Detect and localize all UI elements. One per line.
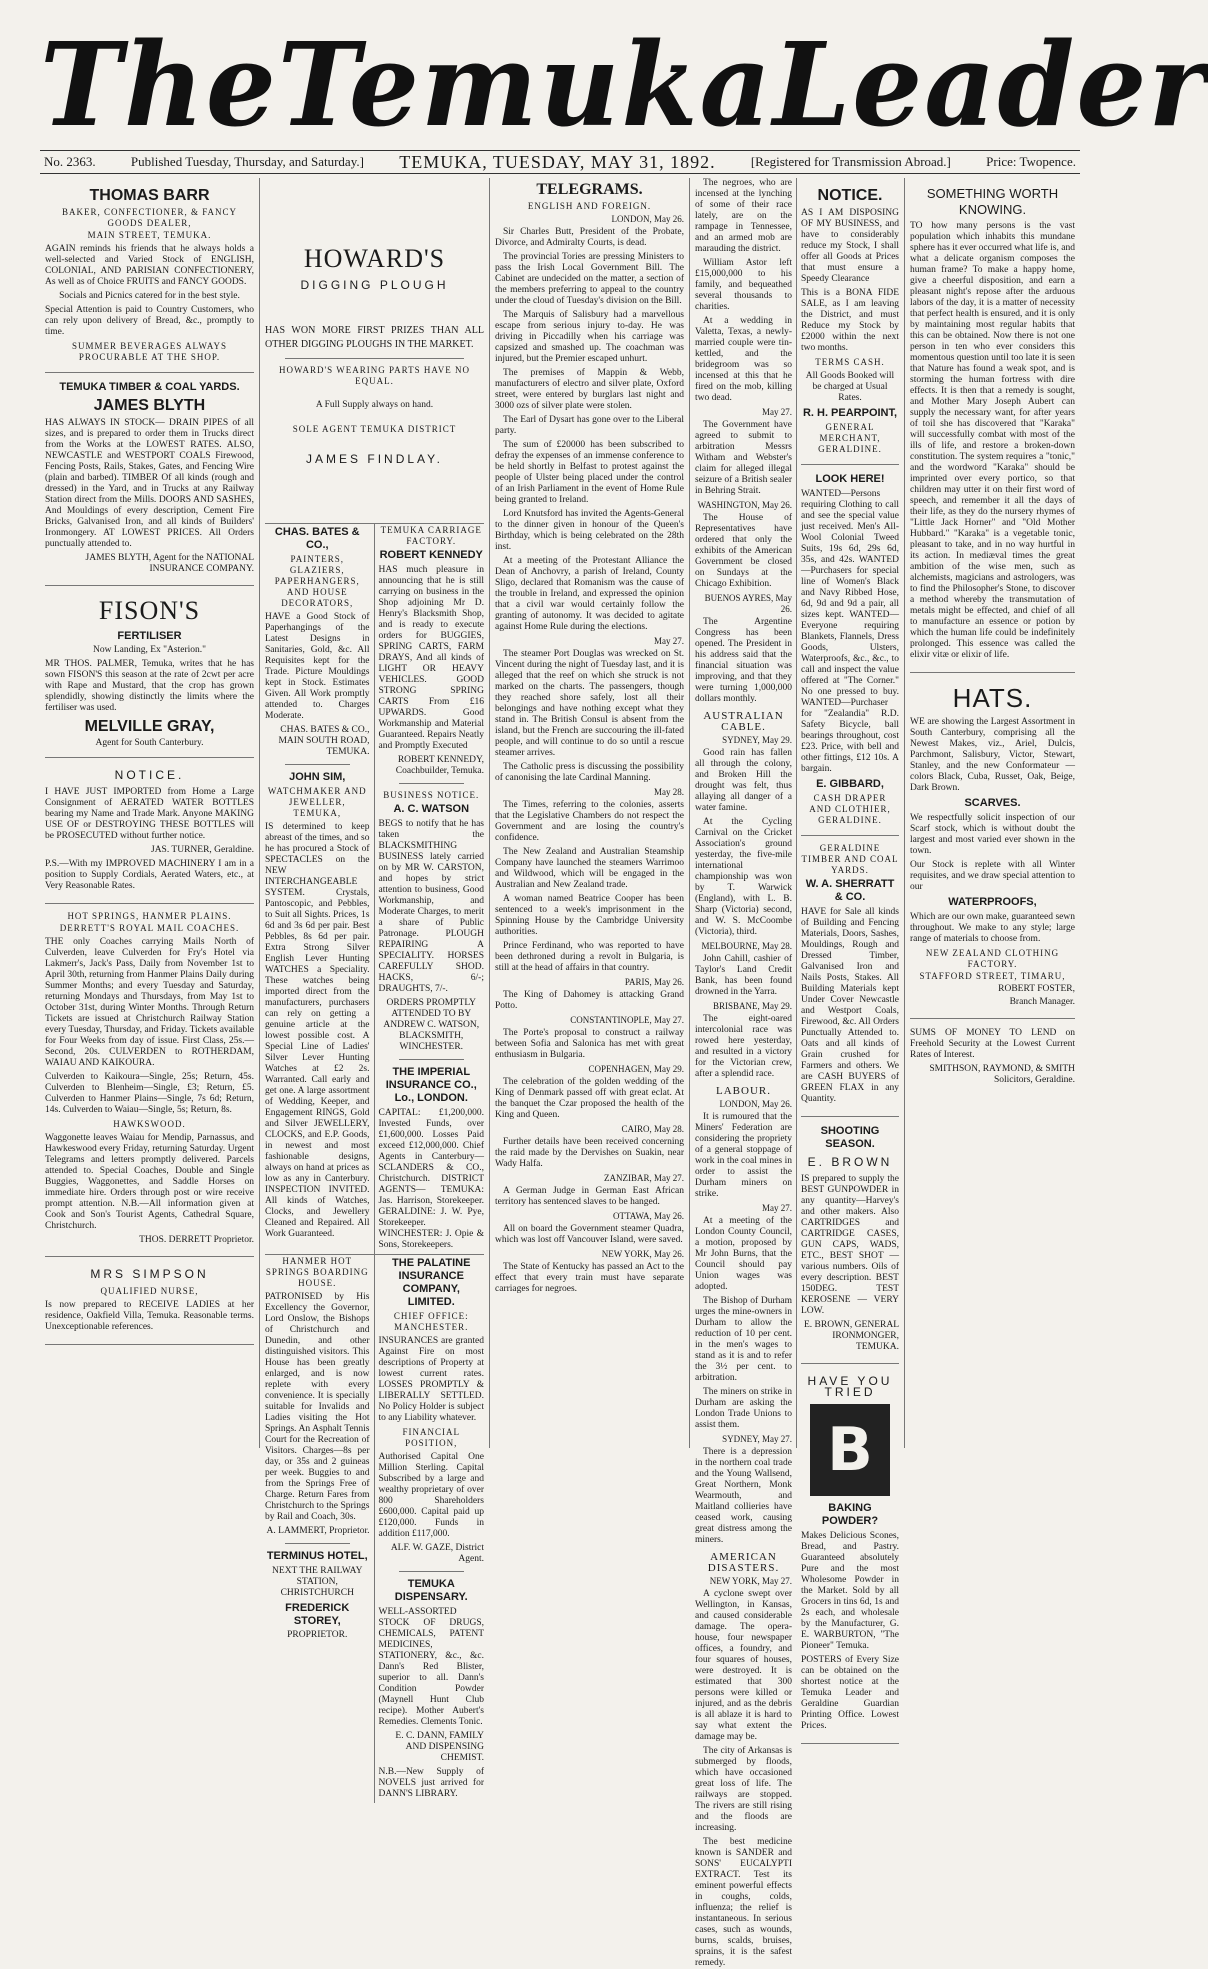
ad-heading: HANMER HOT SPRINGS BOARDING HOUSE. <box>265 1256 369 1288</box>
news-dateline: BRISBANE, May 29. <box>712 1001 792 1011</box>
news-item <box>495 847 684 891</box>
ad-agent-name: MELVILLE GRAY, <box>84 718 215 735</box>
ad-agent-name: JAMES FINDLAY. <box>306 452 443 466</box>
ad-role: CASH DRAPER AND CLOTHIER, GERALDINE. <box>809 793 891 825</box>
news-text: The Bishop of Durham urges the mine-owners in Durham to allow the reduction of 10 per cent. in the men's wages to stand as it is and to refer the 3½ per cent. to arbitration. <box>695 1296 792 1383</box>
news-text: A woman named Beatrice Cooper has been sentenced to a week's imprisonment in the Spinning House by the Cambridge University authorities. <box>495 894 684 937</box>
news-text: The Catholic press is discussing the possibility of canonising the late Cardinal Manning. <box>495 762 684 783</box>
news-dateline: PARIS, May 26. <box>624 977 684 987</box>
ad-title: JAMES BLYTH <box>93 397 206 414</box>
news-dateline: May 28. <box>654 787 684 797</box>
news-text: The sum of £20000 has been subscribed to defray the expenses of an immense conference to be held shortly in Belfast to protest against the people of Ulster being placed under the control of an Irish Parliament in the event of Home Rule being granted to Ireland. <box>495 440 684 505</box>
ad-title: W. A. SHERRATT & CO. <box>805 878 895 903</box>
section-title: AUSTRALIAN CABLE. <box>703 710 784 733</box>
news-item <box>495 509 684 553</box>
ad-howards-plough <box>265 178 484 524</box>
ad-signature: A. LAMMERT, Proprietor. <box>266 1526 370 1536</box>
ad-body: WANTED—Persons requiring Clothing to call and see the special value just received. Men's All-Wool Colonial Tweed Suits, 19s 6d, 29s 6d, 35s, and 42s. WANTED—Purchasers for special line of Women's Black and Navy Ribbed Hose, 6d, 9d and 9d a pair, all sizes kept. WANTED—Everyone requiring Blankets, Flannels, Dress Goods, Ulsters, Waterproofs, &c., &c., to call and inspect the value offered at "The Corner." No one pressed to buy. WANTED—Purchaser for "Zealandia" R.D. Safety Bicycle, ball bearings throughout, cost £23. Price, with bell and other fittings, £12 10s. A bargain. <box>801 489 899 774</box>
ad-gibbard <box>801 465 899 836</box>
ad-fares: Culverden to Kaikoura—Single, 25s; Return, 45s. Culverden to Blenheim—Single, £3; Return, £5. Culverden to Hanmer Plains—Single, 7s 6d; Return, 14s. Culverden to Waiau—Single, 5s; Return, 8s. <box>45 1072 254 1115</box>
news-text: The miners on strike in Durham are asking the London Trade Unions to assist them. <box>695 1387 792 1430</box>
news-item <box>695 1387 792 1431</box>
ad-title: E. GIBBARD, <box>816 778 884 790</box>
ad-title: THOMAS BARR <box>89 187 210 204</box>
ad-subtitle: WATCHMAKER AND JEWELLER, TEMUKA, <box>267 786 367 818</box>
ad-note: All Goods Booked will be charged at Usual Rates. <box>805 371 895 403</box>
news-text: The best medicine known is SANDER and SONS' EUCALYPTI EXTRACT. Test its eminent powerful effects in coughs, colds, influenza; the relief is instantaneous. In serious cases, such as wounds, burns, scalds, bruises, sprains, it is the safest remedy. <box>695 1837 792 1968</box>
news-text: The House of Representatives have ordered that only the exhibits of the American Government be closed on Sundays at the Chicago Exhibition. <box>695 513 792 589</box>
news-item <box>695 258 792 313</box>
news-text: A German Judge in German East African territory has sentenced slaves to be hanged. <box>495 1186 684 1207</box>
ad-hot-springs <box>45 904 254 1257</box>
news-text: The State of Kentucky has passed an Act to the effect that every train must have separate carriages for negroes. <box>495 1262 684 1294</box>
ad-heading: LOOK HERE! <box>815 473 885 485</box>
ad-note: HOWARD'S WEARING PARTS HAVE NO EQUAL. <box>279 365 470 386</box>
news-item <box>495 941 684 974</box>
ad-baking-powder <box>801 1364 899 1744</box>
section-title: AMERICAN DISASTERS. <box>707 1551 780 1574</box>
ad-body: Which are our own make, guaranteed sewn throughout. We make to any style; large range of materials to choose from. <box>910 912 1075 944</box>
news-text: The premises of Mappin & Webb, manufacturers of electro and silver plate, Oxford street, were entered by burglars last night and 3000 ozs of silver plate were stolen. <box>495 368 684 411</box>
ad-title: FREDERICK STOREY, <box>285 1602 350 1627</box>
news-text: William Astor left £15,000,000 to his family, and bequeathed several thousands to charities. <box>695 258 792 312</box>
news-item <box>695 1837 792 1969</box>
news-text: It is rumoured that the Miners' Federation are considering the propriety of a general stoppage of work in the coal mines in order to assist the Durham miners on strike. <box>695 1112 792 1199</box>
news-dateline: OTTAWA, May 26. <box>612 1211 684 1221</box>
news-text: The steamer Port Douglas was wrecked on St. Vincent during the night of Tuesday last, and it is alleged that the reef on which she struck is not marked on the charts. The passengers, though they reached shore safely, lost all their belongings and have nothing except what they stand in. The British Consul is absent from the island, but the French are succouring the ill-fated people, and will continue to do so until a rescue steamer arrives. <box>495 649 684 758</box>
news-item <box>495 368 684 412</box>
news-dateline: May 27. <box>762 1203 792 1213</box>
ad-james-blyth <box>45 373 254 586</box>
ad-body: HAVE for Sale all kinds of Building and Fencing Materials, Doors, Sashes, Mouldings, Rough and Dressed Timber, Galvanised Iron and Nails Posts, Stakes. All Building Materials kept Under Cover Newcastle and Westport Coals, Firewood, &c. All Orders Punctually Attended to. Oats and all kinds of Grain crushed for Farmers and others. We are CASH BUYERS of GREEN FLAX in any Quantity. <box>801 907 899 1104</box>
masthead-word-3: Leader <box>772 16 1208 153</box>
ad-role: GENERAL MERCHANT, GERALDINE. <box>818 422 882 454</box>
news-list <box>695 178 792 705</box>
ad-title: MRS SIMPSON <box>90 1267 209 1281</box>
news-dateline: LONDON, May 26. <box>719 1099 792 1109</box>
ad-title: FISON'S <box>98 596 201 625</box>
ad-title: CHAS. BATES & CO., <box>274 526 360 551</box>
news-item <box>495 762 684 784</box>
ad-body: Makes Delicious Scones, Bread, and Pastry. Guaranteed absolutely Pure and the most Wholesome Powder in the Market. Sold by all Grocers in tins 6d, 1s and 2s each, and wholesale by the Manufacturer, G. E. WARBURTON, "The Pioneer" Temuka. <box>801 1531 899 1651</box>
ad-bates <box>265 524 375 1254</box>
ad-agent-role: SOLE AGENT TEMUKA DISTRICT <box>292 424 457 434</box>
ad-body: Authorised Capital One Million Sterling. Capital Subscribed by a large and wealthy proprietary of over 800 Shareholders £600,000. Capital paid up £120,000. Funds in addition £117,000. <box>378 1452 484 1539</box>
ad-body: I HAVE JUST IMPORTED from Home a Large Consignment of AERATED WATER BOTTLES bearing my Name and Trade Mark. Anyone MAKING USE OF or DESTROYING THESE BOTTLES will be PROSECUTED without further notice. <box>45 787 254 841</box>
ad-body: WE are showing the Largest Assortment in South Canterbury, comprising all the Newest Makes, viz., Ariel, Dulcis, Parchmont, Salisbury, Victor, Stewart, Stanley, and the new Conformateur — colors Black, Cuba, Russet, Oak, Beige, Dark Brown. <box>910 717 1075 793</box>
ad-body: Our Stock is replete with all Winter requisites, and we draw special attention to our <box>910 860 1075 892</box>
ad-heading: HAWKSWOOD. <box>113 1119 186 1129</box>
column-2 <box>260 178 490 1799</box>
ad-body: Waggonette leaves Waiau for Mendip, Parnassus, and Hawkeswood every Friday, returning Saturday. Urgent Telegrams and letters promptly delivered. Parcels attended to. Special Coaches, Double and Single Buggies, Waggonettes, and Saddle Horses on immediate hire. Orders through post or wire receive prompt attention. N.B.—All information given at Cook and Son's Tourist Agents, Cathedral Square, Christchurch. <box>45 1133 254 1231</box>
news-dateline: CAIRO, May 28. <box>621 1124 684 1134</box>
masthead-word-1: The <box>40 16 278 153</box>
ad-row <box>265 524 484 1255</box>
news-item <box>695 178 792 255</box>
news-item <box>695 593 792 705</box>
news-text: Further details have been received concerning the raid made by the Dervishes on Suakin, near Wady Halfa. <box>495 1137 684 1169</box>
news-dateline: SYDNEY, May 27. <box>722 1434 792 1444</box>
column-4-news <box>695 178 797 1968</box>
news-item <box>495 1124 684 1170</box>
news-list <box>695 735 792 1080</box>
ad-title: ROBERT KENNEDY <box>379 549 483 561</box>
news-list <box>495 214 684 1295</box>
ad-caption: BAKING POWDER? <box>821 1502 879 1527</box>
news-item <box>695 817 792 938</box>
ad-signature: SMITHSON, RAYMOND, & SMITH Solicitors, Geraldine. <box>929 1064 1075 1085</box>
ad-note: Special Attention is paid to Country Customers, who can rely upon delivery of Bread, &c., promptly to time. <box>45 305 254 337</box>
news-dateline: CONSTANTINOPLE, May 27. <box>570 1015 684 1025</box>
news-text: There is a depression in the northern coal trade and the Young Wallsend, Great Northern, Monk Wearmouth, and Maitland collieries have ceased work, causing great distress among the miners. <box>695 1447 792 1545</box>
news-item <box>695 1576 792 1743</box>
ad-address: MAIN STREET, TEMUKA. <box>87 230 212 240</box>
ad-body: AS I AM DISPOSING OF MY BUSINESS, and have to considerably reduce my Stock, I shall offer all Goods at Prices that must ensure a Speedy Clearance <box>801 208 899 284</box>
news-item <box>495 977 684 1012</box>
ad-title: TERMINUS HOTEL, <box>266 1550 368 1562</box>
news-dateline: BUENOS AYRES, May 26. <box>704 593 792 614</box>
ad-heading: FINANCIAL POSITION, <box>402 1427 460 1448</box>
news-text: At a wedding in Valetta, Texas, a newly-married couple were tin-kettled, and the bridegroom was so incensed at this that he fired on the mob, killing two dead. <box>695 316 792 403</box>
news-dateline: COPENHAGEN, May 29. <box>588 1064 684 1074</box>
news-text: Sir Charles Butt, President of the Probate, Divorce, and Admiralty Courts, is dead. <box>495 227 684 248</box>
ad-heading: TEMUKA CARRIAGE FACTORY. <box>380 525 482 546</box>
ad-karaka <box>910 178 1075 673</box>
news-text: The eight-oared intercolonial race was rowed here yesterday, and resulted in a victory for the Victorian crew, after a splendid race. <box>695 1014 792 1079</box>
news-item <box>495 1249 684 1295</box>
ad-signature: JAS. TURNER, Geraldine. <box>151 845 254 855</box>
ad-body: HAVE a Good Stock of Paperhangings of the Latest Designs in Sanitaries, Gold, &c. All Requisites kept for the Trade. Picture Mouldings kept in Stock. Estimates Given. All Work promptly attended to. Charges Moderate. <box>265 612 370 721</box>
news-text: The Marquis of Salisbury had a marvellous escape from serious injury to-day. He was driving in Piccadilly when his carriage was capsized and smashed up. The coachman was injured, but the Premier escaped unhurt. <box>495 310 684 364</box>
news-item <box>695 1001 792 1080</box>
ad-signature: ROBERT KENNEDY, Coachbuilder, Temuka. <box>395 755 484 776</box>
issue-published: Published Tuesday, Thursday, and Saturday.] <box>130 154 364 169</box>
issue-number: No. 2363. <box>44 154 96 169</box>
ad-subtitle: DIGGING PLOUGH <box>300 278 449 292</box>
news-item <box>695 735 792 814</box>
section-title: TELEGRAMS. <box>536 181 643 198</box>
news-item <box>695 1099 792 1200</box>
ad-title: A. C. WATSON <box>393 803 470 815</box>
ad-signature: ALF. W. GAZE, District Agent. <box>390 1543 484 1564</box>
ad-agent-role: Agent for South Canterbury. <box>95 738 204 748</box>
ad-body: We respectfully solicit inspection of our Scarf stock, which is without doubt the largest and most varied ever shown in the town. <box>910 813 1075 856</box>
ad-body: TO how many persons is the vast population which inhabits this mundane sphere has it ever occurred what life is, and what a delicate organism composes the human frame? To make a happy home, give a cheerful disposition, and earn a pleasant night's repose after the arduous labors of the day, it is a matter of necessity that perfect health is ensured, and it is only by maintaining most regular habits that this can be obtained. Now there is not one person in ten who ever considers this momentous question until too late it is seen that Nature has found a weak spot, and is storming the human fortress with dire effects. It is then that a remedy is sought, and Mother Mary Joseph Aubert can supply the necessary want, for after years of toil she has discovered that "Karaka" will successfully combat with most of the ills of life, and restore a broken-down constitution. The system requires a "tonic," and the wordword "Karaka" should be imprinted over every portico, so that children may utter it on their first word of speech, and remember it all the days of their life, as they do the nursery rhymes of "Little Jack Horner" and "Old Mother Hubbard." "Karaka" is a vegetable tonic, pleasant to take, and in no way hurtful in its action. In mediæval times the great ambition of the wise men, such as alchemists, magicians and astrologers, was to find the Philosopher's Stone, to discover a method whereby the transmutation of metals might be effected, and chief of all to manufacture an essence or potion by which the human life could be indefinitely prolonged. This essence was called the elixir vitæ or elixir of life. <box>910 221 1075 660</box>
ad-title: THE IMPERIAL INSURANCE CO., Lo., LONDON. <box>385 1066 477 1104</box>
news-dateline: NEW YORK, May 27. <box>709 1576 792 1586</box>
ad-body: Is now prepared to RECEIVE LADIES at her residence, Oakfield Villa, Temuka. Reasonable terms. Unexceptionable references. <box>45 1300 254 1332</box>
news-item <box>695 500 792 590</box>
ad-body: HAS ALWAYS IN STOCK— DRAIN PIPES of all sizes, and is prepared to order them in Trucks direct from the Works at the LOWEST RATES. ALSO, NEWCASTLE and WESTPORT COALS Firewood, Fencing Posts, Rails, Stakes, Gates, and Fencing Wire (plain and barbed). TIMBER Of all kinds (rough and dressed) in the Yard, and in Trucks at any Railway Station direct from the Mills. DOORS AND SASHES, And Mouldings of every description, Cement Fire Bricks, Galvanised Iron, and all kinds of Builders' Ironmongery. AT LOWEST PRICES. All Orders punctually attended to. <box>45 418 254 549</box>
news-text: All on board the Government steamer Quadra, which was lost off Vancouver Island, were saved. <box>495 1224 684 1245</box>
ad-sherratt <box>801 836 899 1117</box>
news-text: The Porte's proposal to construct a railway between Sofia and Salonica has met with great enthusiasm in Bulgaria. <box>495 1028 684 1060</box>
news-item <box>695 316 792 404</box>
section-title: LABOUR. <box>716 1085 771 1097</box>
issue-price: Price: Twopence. <box>986 154 1076 169</box>
ad-title: HOWARD'S <box>303 244 446 273</box>
news-item <box>495 415 684 437</box>
ad-title: TEMUKA DISPENSARY. <box>394 1578 468 1603</box>
ad-pearpoint <box>801 178 899 465</box>
news-text: The city of Arkansas is submerged by floods, which have occasioned great loss of life. The railways are stopped. The rivers are still rising and the floods are increasing. <box>695 1746 792 1833</box>
ad-signature: ROBERT FOSTER, <box>998 984 1075 994</box>
ad-body: HAS much pleasure in announcing that he is still carrying on business in the Shop adjoining Mr D. Henry's Blacksmith Shop, and is ready to execute orders for BUGGIES, SPRING CARTS, FARM DRAYS, And all kinds of LIGHT OR HEAVY VEHICLES. GOOD STRONG SPRING CARTS From £16 UPWARDS. Good Workmanship and Material Guaranteed. Repairs Neatly and Promptly Executed <box>378 565 484 751</box>
ad-body: IS prepared to supply the BEST GUNPOWDER in any quantity—Harvey's and other makers. Also CARTRIDGES and CARTRIDGE CASES, GUN CAPS, WADS, ETC., BEST SHOT — various numbers. Oils of every description. BEST 150DEG. TEST KEROSENE — VERY LOW. <box>801 1174 899 1316</box>
news-item <box>695 941 792 998</box>
news-dateline: WASHINGTON, May 26. <box>697 500 792 510</box>
ad-postscript: P.S.—With my IMPROVED MACHINERY I am in a position to Supply Cordials, Aerated Waters, etc., at Very Reasonable Rates. <box>45 859 254 891</box>
ad-role: Branch Manager. <box>1009 997 1075 1007</box>
news-item <box>695 1296 792 1384</box>
ad-subtitle: CHIEF OFFICE: MANCHESTER. <box>393 1311 469 1332</box>
news-item <box>495 440 684 506</box>
ad-row <box>265 1255 484 1803</box>
ad-fisons <box>45 586 254 758</box>
ad-palatine <box>375 1255 485 1803</box>
ad-hanmer <box>265 1255 375 1803</box>
ad-title: R. H. PEARPOINT, <box>802 407 898 419</box>
masthead-word-2: Temuka <box>277 16 773 153</box>
news-text: Prince Ferdinand, who was reported to have been dethroned during a revolt in Bulgaria, is still at the head of affairs in that country. <box>495 941 684 973</box>
news-dateline: May 27. <box>654 636 684 646</box>
ad-body: CAPITAL: £1,200,000. Invested Funds, over £1,600,000. Losses Paid exceed £12,000,000. Chief Agents in Canterbury— SCLANDERS & CO., Christchurch. DISTRICT AGENTS— TEMUKA: Jas. Harrison, Storekeeper. GERALDINE: J. W. Pye, Storekeeper. WINCHESTER: J. Opie & Sons, Storekeepers. <box>378 1108 484 1250</box>
ad-signature: THOS. DERRETT Proprietor. <box>139 1235 254 1245</box>
news-text: At a meeting of the London County Council, a motion, proposed by Mr John Burns, that the Council should pay Union wages was adopted. <box>695 1216 792 1292</box>
ad-heading: HAVE YOU TRIED <box>807 1374 893 1399</box>
columns <box>40 178 1080 1968</box>
issue-registered: [Registered for Transmission Abroad.] <box>750 154 951 169</box>
ad-title: NEW ZEALAND CLOTHING FACTORY. <box>925 948 1060 969</box>
ad-signature: E. BROWN, GENERAL IRONMONGER, TEMUKA. <box>804 1320 899 1352</box>
news-text: A cyclone swept over Wellington, in Kansas, and caused considerable damage. The opera-house, four newspaper offices, a foundry, and four squares of houses, were destroyed. It is estimated that 300 persons were killed or injured, and as the debris is all ablaze it is hard to say what extent the damage may be. <box>695 1589 792 1742</box>
ad-role: PROPRIETOR. <box>287 1630 348 1640</box>
ad-body: SUMS OF MONEY TO LEND on Freehold Security at the Lowest Current Rates of Interest. <box>910 1028 1075 1060</box>
ad-subtitle: FERTILISER <box>117 630 182 642</box>
issue-date: TEMUKA, TUESDAY, MAY 31, 1892. <box>399 151 716 172</box>
ad-mrs-simpson <box>45 1257 254 1345</box>
news-item <box>695 1434 792 1546</box>
news-item <box>495 894 684 938</box>
news-item <box>495 214 684 249</box>
news-item <box>495 252 684 307</box>
ad-note: A Full Supply always on hand. <box>315 400 434 410</box>
ad-note: Now Landing, Ex "Asterion." <box>92 645 207 655</box>
news-dateline: NEW YORK, May 26. <box>601 1249 684 1259</box>
ad-signature: CHAS. BATES & CO., MAIN SOUTH ROAD, TEMUKA. <box>278 725 370 757</box>
news-dateline: May 27. <box>762 407 792 417</box>
news-text: At a meeting of the Protestant Alliance the Dean of Anchovry, a parish of Ireland, County Sligo, declared that Romanism was the cause of the trouble in Ireland, and expressed the opinion that a civil war would certainly follow the granting of autonomy. It was decided to agitate against Home Rule during the elections. <box>495 556 684 632</box>
news-text: Lord Knutsford has invited the Agents-General to the dinner given in honour of the Queen's Birthday, which is being celebrated on the 28th inst. <box>495 509 684 552</box>
ad-body: AGAIN reminds his friends that he always holds a well-selected and Varied Stock of ENGLISH, COLONIAL, AND PARISIAN CONFECTIONERY, As well as of Choice FRUITS and FANCY GOODS. <box>45 244 254 287</box>
column-3 <box>490 178 690 1448</box>
ad-heading: TEMUKA TIMBER & COAL YARDS. <box>59 381 240 393</box>
ad-heading: SHOOTING SEASON. <box>820 1125 880 1150</box>
ad-body: BEGS to notify that he has taken the BLACKSMITHING BUSINESS lately carried on by MR W. CARSTON, and hopes by strict attention to business, Good Workmanship, and Moderate Charges, to merit a share of Public Patronage. PLOUGH REPAIRING A SPECIALITY. HORSES CAREFULLY SHOD. HACKS, 6/-; DRAUGHTS, 7/-. <box>378 819 484 994</box>
ad-note: SUMMER BEVERAGES ALWAYS PROCURABLE AT THE SHOP. <box>71 341 228 362</box>
news-item <box>695 407 792 497</box>
column-4 <box>690 178 905 1968</box>
ad-title: E. BROWN <box>807 1155 893 1169</box>
ad-body: WELL-ASSORTED STOCK OF DRUGS, CHEMICALS, PATENT MEDICINES, STATIONERY, &c., &c. Dann's Red Blister, superior to all. Dann's Condition Powder (Maynell Hunt Club recipe). Mother Aubert's Remedies. Clements Tonic. <box>378 1607 484 1727</box>
news-text: At the Cycling Carnival on the Cricket Association's ground yesterday, the five-mile international championship was won by T. Warwick (England), with L. B. Sharp (Victoria) second, and W. S. McCoombe (Victoria), third. <box>695 817 792 937</box>
ad-heading: WATERPROOFS, <box>948 896 1037 908</box>
ad-title: JOHN SIM, <box>289 771 346 783</box>
ad-heading: SOMETHING WORTH KNOWING. <box>926 186 1059 217</box>
section-subtitle: ENGLISH AND FOREIGN. <box>527 201 652 211</box>
ad-hats <box>910 673 1075 1019</box>
news-list <box>695 1099 792 1546</box>
ad-note: ORDERS PROMPTLY ATTENDED TO BY ANDREW C. WATSON, BLACKSMITH, WINCHESTER. <box>383 998 480 1052</box>
news-text: The New Zealand and Australian Steamship Company have launched the steamers Warrimoo and Wildwood, which will be engaged in the Australian and New Zealand trade. <box>495 847 684 890</box>
ad-subtitle: PAINTERS, GLAZIERS, PAPERHANGERS, AND HOUSE DECORATORS, <box>274 554 360 608</box>
ad-body: THE only Coaches carrying Mails North of Culverden, leave Culverden for Fry's Hotel via Lakmerr's, Jack's Pass, Daily from November 1st to April 30th, returning from Hanmer Plains Daily during Summer Months; and every Tuesday and Saturday, returning Mondays and Thursdays, from May 1st to October 31st, during Winter Months. Through Return Tickets are issued at Christchurch Railway Station every Tuesday, Thursday, and Friday. Tickets available for Four Weeks from day of issue. First Class, 25s.—Second, 20s. CULVERDEN to ROTHERDAM, WAIAU AND KAIKOURA. <box>45 937 254 1068</box>
news-item <box>495 636 684 759</box>
ad-subtitle: QUALIFIED NURSE, <box>100 1286 199 1296</box>
news-text: Good rain has fallen all through the colony, and Broken Hill the drought was felt, thus allaying all danger of a water famine. <box>695 748 792 813</box>
news-item <box>695 1203 792 1293</box>
ad-title: THE PALATINE INSURANCE COMPANY, LIMITED. <box>392 1257 471 1308</box>
ad-heading: HATS. <box>952 683 1033 713</box>
column-4-ads <box>797 178 899 1731</box>
ad-body: IS determined to keep abreast of the times, and so he has procured a Stock of SPECTACLES on the NEW INTERCHANGEABLE SYSTEM. Crystals, Pantoscopic, and Pebbles, to Suit all Sights. Prices, 1s 6d and 3s 6d per pair. Best Pebbles, 8s 6d per pair. Extra Strong Silver English Lever Hunting WATCHES a Speciality. These watches being imported direct from the manufacturers, purchasers can rely on getting a genuine article at the lowest possible cost. A Special Line of Ladies' Silver Lever Hunting Watches at £2 2s. Warranted. Call early and get one. A large assortment of Wedding, Keeper, and Engagement RINGS, Gold and Silver JEWELLERY, CLOCKS, and E.P. Goods, in newest and most fashionable designs, always on hand at prices as low as any in Canterbury. INSPECTION INVITED. All kinds of Watches, Clocks, and Jewellery Cleaned and Repaired. All Work Guaranteed. <box>265 822 370 1239</box>
news-text: The celebration of the golden wedding of the King of Denmark passed off with great eclat. At the banquet the Czar proposed the health of the King and Queen. <box>495 1077 684 1120</box>
news-text: The Government have agreed to submit to arbitration Messrs Witham and Webster's claim for alleged illegal seizure of a British sealer in Behring Strait. <box>695 420 792 496</box>
ad-subtitle: BAKER, CONFECTIONER, & FANCY GOODS DEALER, <box>61 207 238 228</box>
news-dateline: ZANZIBAR, May 27. <box>604 1173 684 1183</box>
column-1 <box>40 178 260 1448</box>
ad-address: STAFFORD STREET, TIMARU, <box>919 971 1066 981</box>
ad-terms: TERMS CASH. <box>815 357 885 367</box>
news-item <box>495 1015 684 1061</box>
news-item <box>495 1211 684 1246</box>
news-text: The Times, referring to the colonies, asserts that the Legislative Chambers do not respect the Government and are losing the country's confidence. <box>495 800 684 843</box>
news-item <box>495 1064 684 1121</box>
ad-body: This is a BONA FIDE SALE, as I am leaving the District, and must Reduce my Stock by £2000 within the next two months. <box>801 288 899 353</box>
news-text: John Cahill, cashier of Taylor's Land Credit Bank, has been found drowned in the Yarra. <box>695 954 792 997</box>
ad-body: NEXT THE RAILWAY STATION, CHRISTCHURCH <box>272 1566 363 1598</box>
ad-body: MR THOS. PALMER, Temuka, writes that he has sown FISON'S this season at the rate of 2cwt per acre with Rape and Mustard, that the crop has grown splendidly, showing distinctly the limits where the fertiliser was used. <box>45 659 254 713</box>
news-text: The King of Dahomey is attacking Grand Potto. <box>495 990 684 1011</box>
news-item <box>695 1746 792 1834</box>
ad-heading: NOTICE. <box>114 768 185 782</box>
ad-notice-turner <box>45 758 254 904</box>
ad-note: Socials and Picnics catered for in the best style. <box>59 291 240 301</box>
issue-bar <box>40 150 1080 174</box>
ad-note: N.B.—New Supply of NOVELS just arrived for DANN'S LIBRARY. <box>378 1767 484 1799</box>
news-dateline: LONDON, May 26. <box>611 214 684 224</box>
news-text: The Earl of Dysart has gone over to the Liberal party. <box>495 415 684 436</box>
ad-heading: BUSINESS NOTICE. <box>383 790 480 800</box>
ad-thomas-barr <box>45 178 254 373</box>
news-item <box>495 1173 684 1208</box>
ad-signature: E. C. DANN, FAMILY AND DISPENSING CHEMIST. <box>395 1731 484 1763</box>
news-dateline: SYDNEY, May 29. <box>722 735 792 745</box>
ad-body: INSURANCES are granted Against Fire on most descriptions of Property at lowest current rates. LOSSES PROMPTLY & LIBERALLY SETTLED. No Policy Holder is subject to any Liability whatever. <box>378 1336 484 1423</box>
ad-body: POSTERS of Every Size can be obtained on the shortest notice at the Temuka Leader and Geraldine Guardian Printing Office. Lowest Prices. <box>801 1655 899 1731</box>
ad-body: HAS WON MORE FIRST PRIZES THAN ALL OTHER DIGGING PLOUGHS IN THE MARKET. <box>265 325 484 350</box>
column-5 <box>905 178 1080 1448</box>
news-text: The negroes, who are incensed at the lynching of some of their race lately, are on the rampage in Tennessee, and an armed mob are marauding the district. <box>695 178 792 254</box>
news-text: The provincial Tories are pressing Ministers to pass the Irish Local Government Bill. The Cabinet are undecided on the matter, a section of the members preferring to appeal to the country under the cloud of Tuesday's division on the Bill. <box>495 252 684 306</box>
ad-brown <box>801 1117 899 1364</box>
news-item <box>495 556 684 633</box>
ad-signature: JAMES BLYTH, Agent for the NATIONAL INSURANCE COMPANY. <box>85 553 254 574</box>
masthead <box>40 16 1208 153</box>
ad-heading: SCARVES. <box>964 797 1021 809</box>
news-dateline: MELBOURNE, May 28. <box>701 941 792 951</box>
ad-heading: NOTICE. <box>817 187 883 204</box>
ad-heading: HOT SPRINGS, HANMER PLAINS. <box>67 911 232 921</box>
ad-kennedy <box>375 524 485 1254</box>
news-item <box>495 787 684 844</box>
ad-body: PATRONISED by His Excellency the Governor, Lord Onslow, the Bishops of Christchurch and Dunedin, and other distinguished visitors. This House has been greatly enlarged, and is now replete with every convenience. It is specially suitable for Invalids and Ladies visiting the Hot Springs. An Asphalt Tennis Court for the Recreation of Visitors. Charges—8s per day, or 35s and 2 guineas per week. Buggies to and from the Springs Free of Charge. Return Fares from Christchurch to the Springs by Rail and Coach, 30s. <box>265 1292 370 1522</box>
ad-subtitle: DERRETT'S ROYAL MAIL COACHES. <box>59 923 240 933</box>
news-text: The Argentine Congress has been opened. The President in his address said that the financial situation was improving, and that they were turning 1,000,000 dollars monthly. <box>695 617 792 704</box>
news-list <box>695 1576 792 1969</box>
baking-powder-logo: B <box>810 1404 890 1496</box>
ad-heading: GERALDINE TIMBER AND COAL YARDS. <box>801 843 899 875</box>
news-item <box>495 310 684 365</box>
ad-money <box>910 1019 1075 1096</box>
